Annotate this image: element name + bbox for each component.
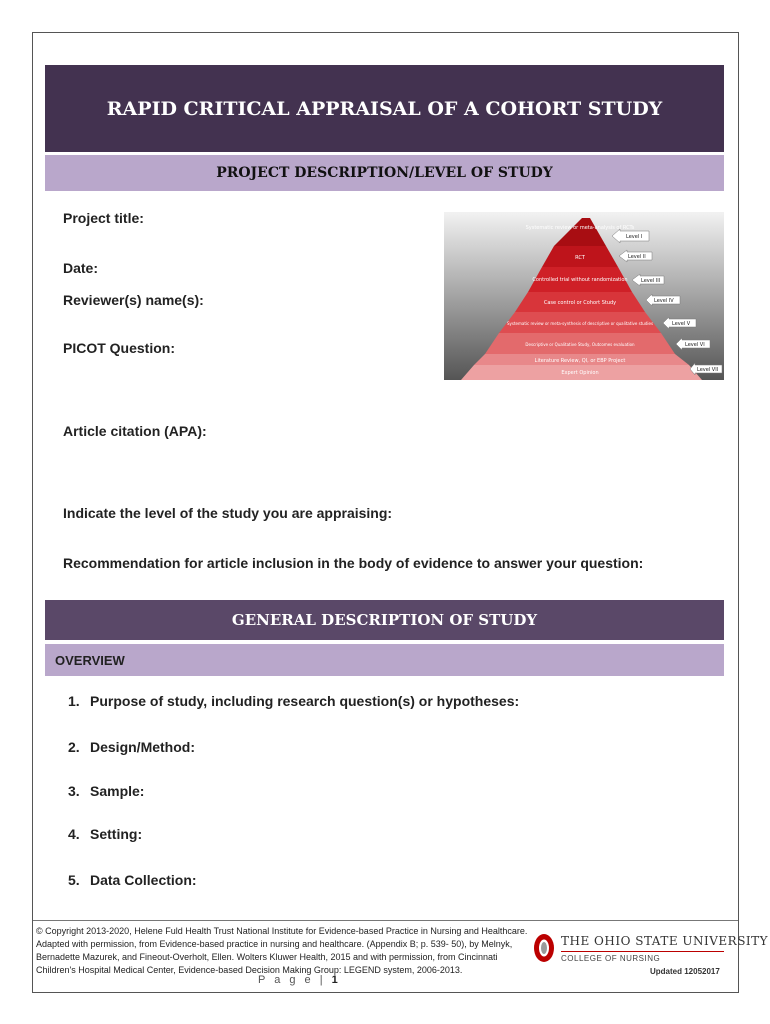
university-rule bbox=[561, 951, 724, 952]
citation-label: Article citation (APA): bbox=[63, 423, 207, 439]
list-item-setting: 4. Setting: bbox=[68, 826, 143, 842]
section-title-general-description: GENERAL DESCRIPTION OF STUDY bbox=[45, 600, 724, 640]
pyramid-tier-label-5: Systematic review or meta-synthesis of descriptive or qualitative studies bbox=[506, 321, 654, 326]
level-i-arrow bbox=[612, 229, 649, 243]
pyramid-tier-label-2: RCT bbox=[575, 255, 585, 261]
level-label-5: Level V bbox=[672, 321, 691, 327]
date-label: Date: bbox=[63, 260, 99, 276]
list-item-design: 2. Design/Method: bbox=[68, 739, 195, 755]
project-title-label: Project title: bbox=[63, 210, 144, 226]
university-name: THE OHIO STATE UNIVERSITY bbox=[561, 934, 769, 948]
copyright-notice: © Copyright 2013-2020, Helene Fuld Health Trust National Institute for Evidence-based Practice in Nursing and Healthcare. Adapted with permission, from Evidence-based practice in nursing and healthcare. (Appendix B; p. 539- 50), by Melnyk, Bernadette Mazurek, and Fineout-Overholt, Ellen. Wolters Kluwer Health, 2015 and with permission, from Cincinnati Children's Hospital Medical Center, Evidence-based Decision Making Group: LEGEND system, 2006-2013. bbox=[36, 926, 528, 975]
pyramid-tier-label-3: Controlled trial without randomization bbox=[532, 277, 628, 283]
picot-label: PICOT Question: bbox=[63, 340, 175, 356]
list-item-data-collection: 5. Data Collection: bbox=[68, 872, 197, 888]
pyramid-tier-label-8: Expert Opinion bbox=[561, 370, 599, 376]
page-number: P a g e | 1 bbox=[258, 974, 338, 986]
list-item-purpose: 1. Purpose of study, including research question(s) or hypotheses: bbox=[68, 693, 520, 709]
level-label-1: Level I bbox=[626, 234, 643, 240]
pyramid-tier-label-7: Literature Review, QI, or EBP Project bbox=[534, 358, 626, 364]
section-title-project-description: PROJECT DESCRIPTION/LEVEL OF STUDY bbox=[45, 155, 724, 191]
updated-date: Updated 12052017 bbox=[650, 967, 720, 976]
evidence-pyramid bbox=[444, 212, 724, 380]
pyramid-tier-label-6: Descriptive or Qualitative Study, Outcomes evaluation bbox=[525, 342, 635, 347]
level-label-7: Level VII bbox=[697, 367, 719, 373]
footer-divider bbox=[33, 920, 738, 921]
list-item-sample: 3. Sample: bbox=[68, 783, 145, 799]
level-label-6: Level VI bbox=[685, 342, 705, 348]
pyramid-tier-label-1: Systematic review or meta-analysis of RCTs bbox=[525, 225, 635, 231]
overview-heading: OVERVIEW bbox=[45, 644, 724, 676]
level-vi-arrow bbox=[676, 338, 710, 350]
ohio-state-block-o-icon bbox=[533, 933, 555, 963]
level-vii-arrow bbox=[690, 363, 722, 375]
level-label-3: Level III bbox=[641, 278, 661, 284]
study-level-label: Indicate the level of the study you are appraising: bbox=[63, 505, 393, 521]
level-label-2: Level II bbox=[628, 254, 646, 260]
level-v-arrow bbox=[663, 317, 696, 329]
college-name: COLLEGE OF NURSING bbox=[561, 954, 661, 963]
document-title: RAPID CRITICAL APPRAISAL OF A COHORT STUDY bbox=[45, 65, 724, 152]
reviewers-label: Reviewer(s) name(s): bbox=[63, 292, 204, 308]
recommendation-label: Recommendation for article inclusion in the body of evidence to answer your question: bbox=[63, 555, 644, 571]
pyramid-tier-label-4: Case control or Cohort Study bbox=[543, 300, 617, 306]
level-iv-arrow bbox=[646, 294, 680, 306]
level-label-4: Level IV bbox=[654, 298, 674, 304]
